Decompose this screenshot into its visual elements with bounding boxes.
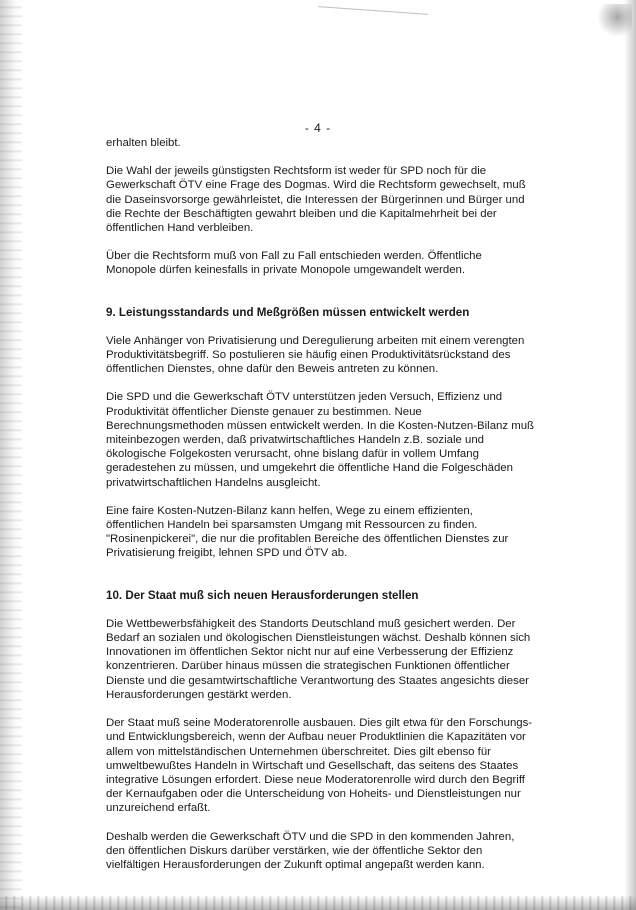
paragraph-monopole: Über die Rechtsform muß von Fall zu Fall entschieden werden. Öffentliche Monopole dürfen keinesfalls in private Monopole umgewandelt werden. <box>106 250 482 277</box>
scan-edge-bottom <box>0 896 636 910</box>
paragraph-kosten-nutzen: Die SPD und die Gewerkschaft ÖTV unterstützen jeden Versuch, Effizienz und Produktivität öffentlicher Dienste genauer zu bestimmen. Neue Berechnungsmethoden müssen entwickelt werden. In die Kosten-Nutzen-Bilanz muß miteinbezogen werden, daß privatwirtschaftliches Handeln z.B. soziale und ökologische Folgekosten verursacht, ohne bislang dafür in vollem Umfang geradestehen zu müssen, und umgekehrt die öffentliche Hand die Folgeschäden privatwirtschaftlichen Handelns ausgleicht. <box>106 391 535 489</box>
heading-section-9: 9. Leistungsstandards und Meßgrößen müssen entwickelt werden <box>106 305 470 319</box>
heading-section-10: 10. Der Staat muß sich neuen Herausforderungen stellen <box>106 588 419 602</box>
paragraph-faire-bilanz: Eine faire Kosten-Nutzen-Bilanz kann helfen, Wege zu einem effizienten, öffentlichen Handeln bei sparsamsten Umgang mit Ressourcen zu finden. "Rosinenpickerei", die nur die profitablen Bereiche des öffentlichen Dienstes zur Privatisierung freigibt, lehnen SPD und ÖTV ab. <box>106 504 509 560</box>
page-number: - 4 - <box>304 121 332 135</box>
paragraph-diskurs: Deshalb werden die Gewerkschaft ÖTV und die SPD in den kommenden Jahren, den öffentlichen Diskurs darüber verstärken, wie der öffentliche Sektor den vielfältigen Herausforderungen der Zukunft optimal angepaßt werden kann. <box>106 830 515 871</box>
scan-edge-left <box>0 0 22 910</box>
paragraph-wettbewerb: Die Wettbewerbsfähigkeit des Standorts Deutschland muß gesichert werden. Der Bedarf an sozialen und ökologischen Dienstleistungen wächst. Deshalb können sich Innovationen im öffentlichen Sektor nicht nur auf eine Verbesserung der Effizienz konzentrieren. Darüber hinaus müssen die strategischen Funktionen öffentlicher Dienste und die gesamtwirtschaftliche Verantwortung des Staates angesichts dieser Herausforderungen gestärkt werden. <box>106 617 531 701</box>
paragraph-produktivitaet: Viele Anhänger von Privatisierung und Deregulierung arbeiten mit einem verengten Produktivitätsbegriff. So postulieren sie häufig einen Produktivitätsrückstand des öffentlichen Dienstes, ohne dafür den Beweis antreten zu können. <box>106 334 525 376</box>
scan-edge-right <box>622 0 636 910</box>
paragraph-continuation: erhalten bleibt. <box>106 137 181 149</box>
paragraph-moderatorenrolle: Der Staat muß seine Moderatorenrolle ausbauen. Dies gilt etwa für den Forschungs- und Entwicklungsbereich, wenn der Aufbau neuer Produktlinien die Kapazitäten vor allem von mittelständischen Unternehmen überschreitet. Dies gilt ebenso für umweltbewußtes Handeln in Wirtschaft und Gesellschaft, das seitens des Staates integrative Lösungen erfordert. Diese neue Moderatorenrolle wird durch den Begriff der Kernaufgaben oder die Unterscheidung von Hoheits- und Dienstleistungen nur unzureichend erfaßt. <box>106 717 533 815</box>
document-body <box>106 136 534 872</box>
scan-scratch <box>318 6 428 15</box>
scan-corner-mark <box>596 4 632 36</box>
paragraph-rechtsform: Die Wahl der jeweils günstigsten Rechtsform ist weder für SPD noch für die Gewerkschaft ÖTV eine Frage des Dogmas. Wird die Rechtsform gewechselt, muß die Daseinsvorsorge gewährleistet, die Interessen der Bürgerinnen und Bürger und die Rechte der Beschäftigten gewahrt bleiben und die Kapitalmehrheit bei der öffentlichen Hand verbleiben. <box>106 165 526 235</box>
